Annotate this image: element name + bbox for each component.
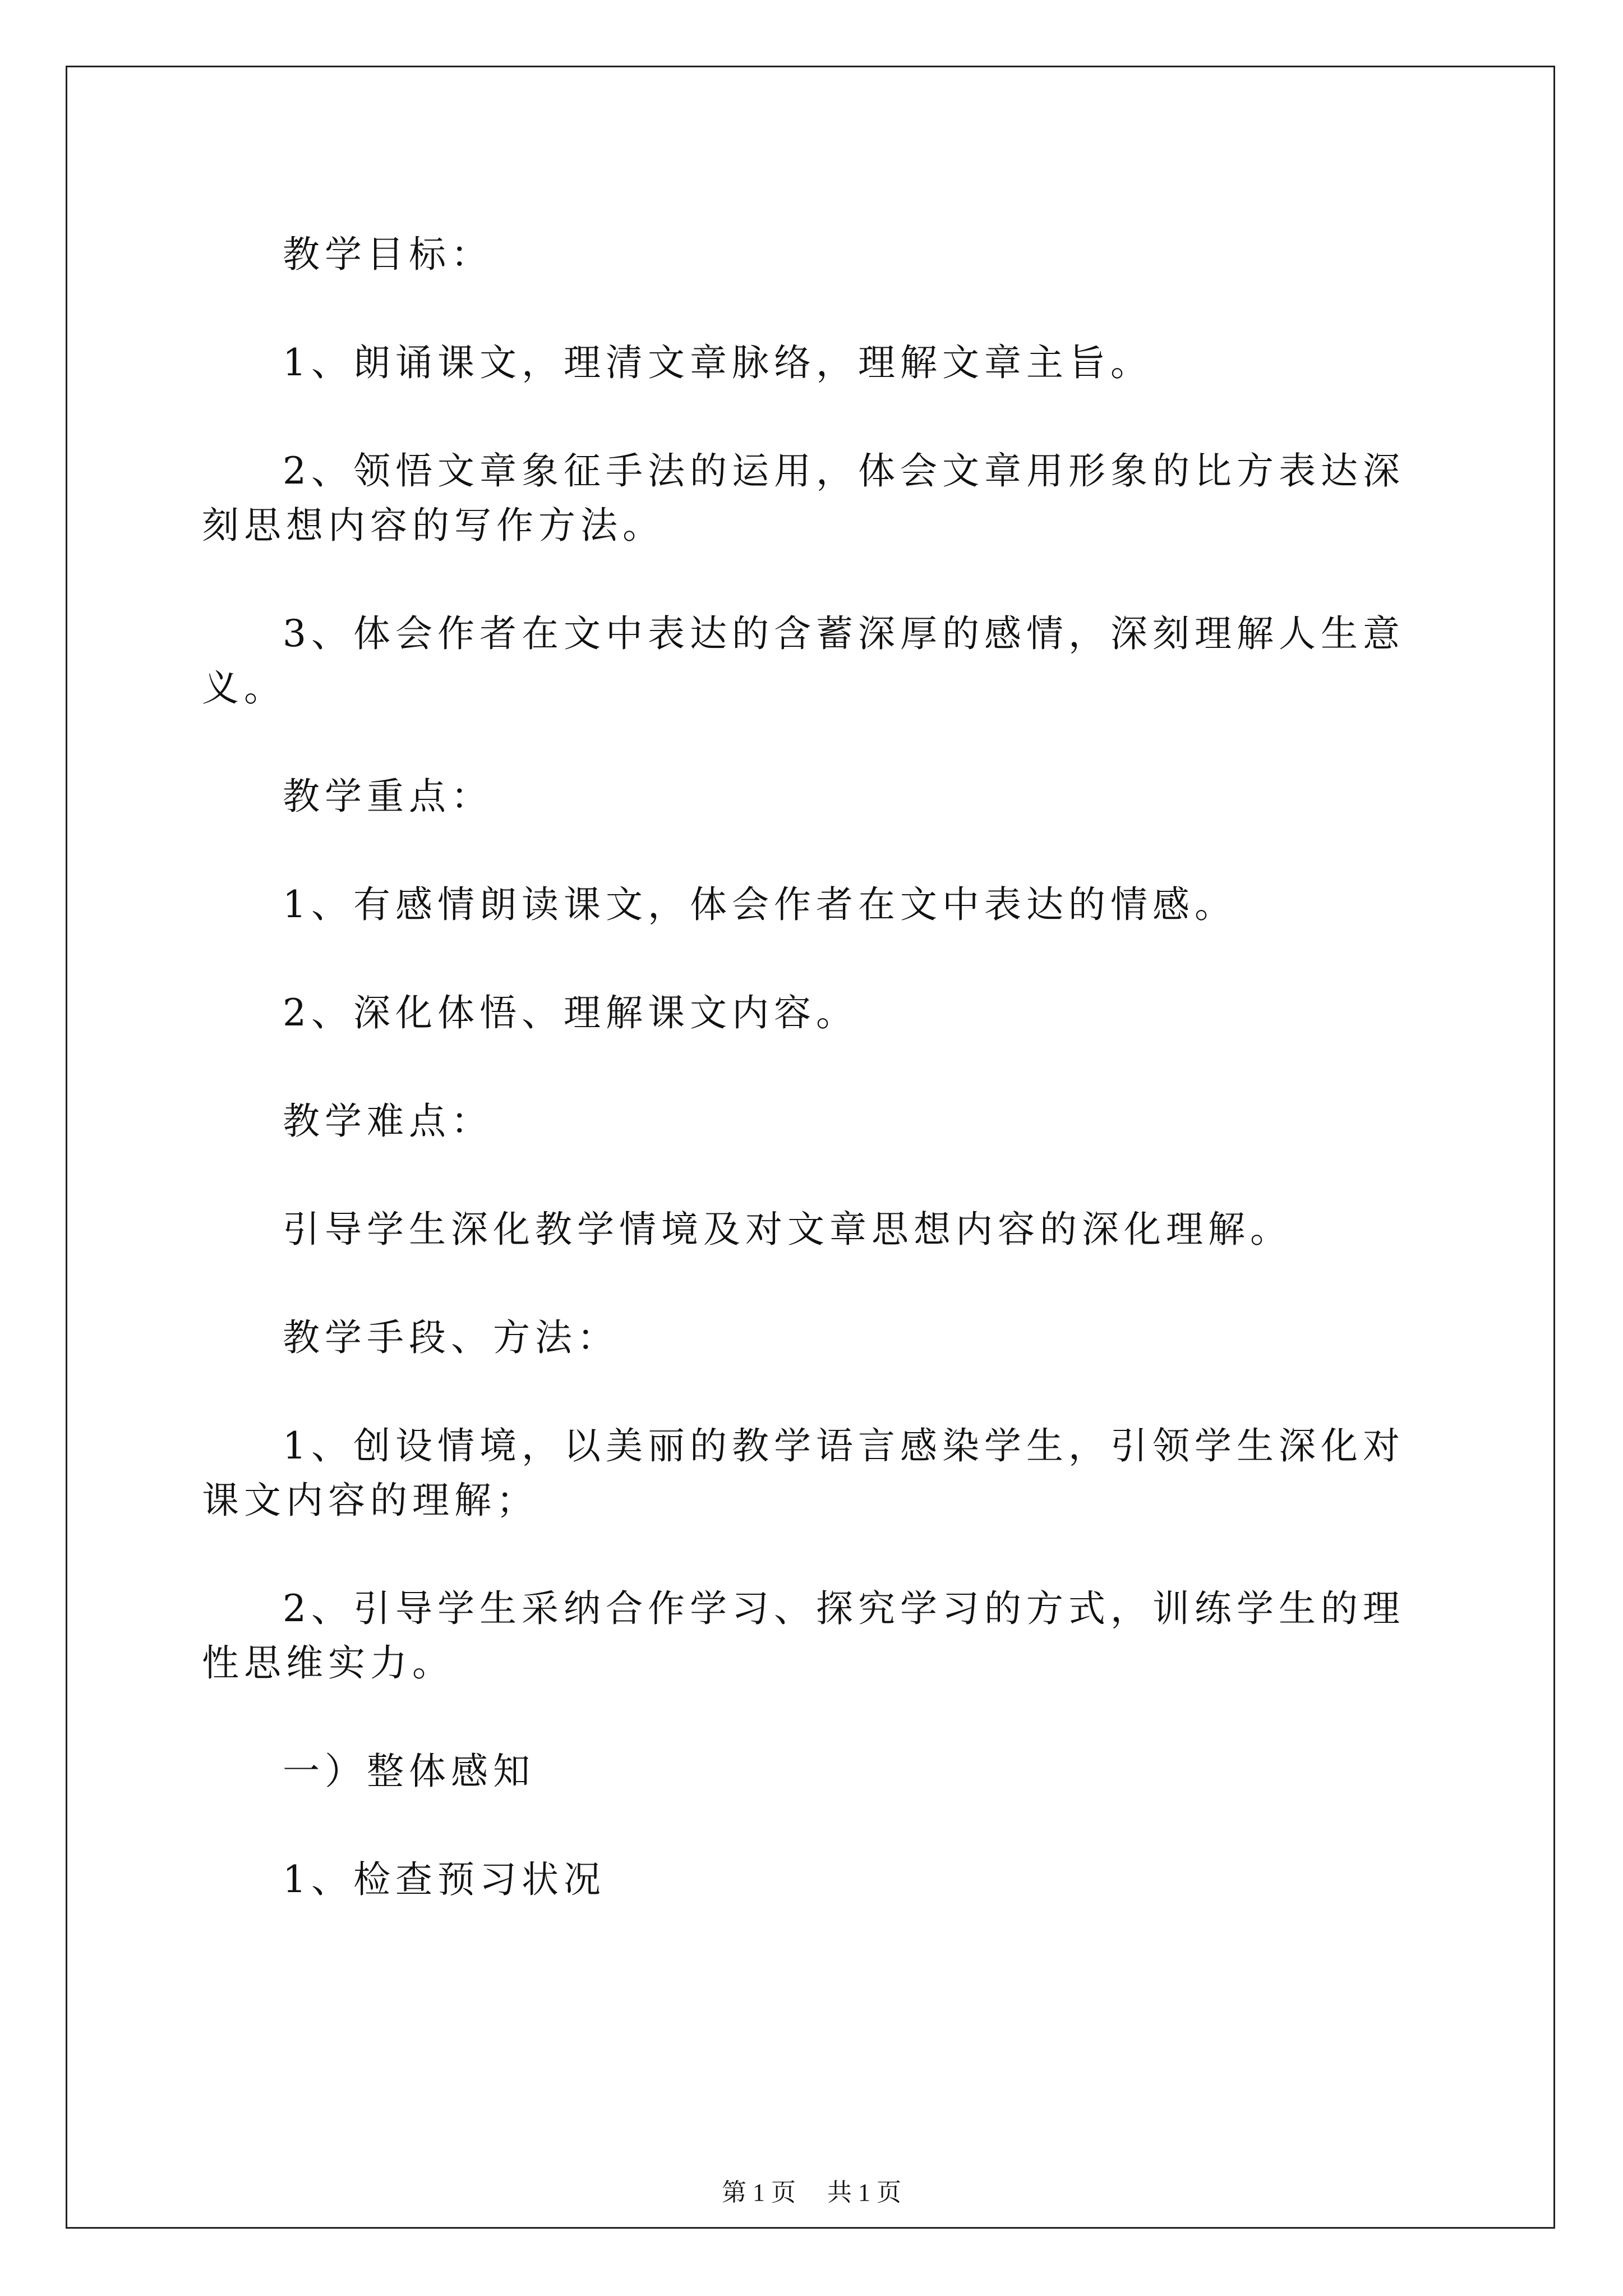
key-point-item-1: 1、有感情朗读课文，体会作者在文中表达的情感。 bbox=[283, 883, 1237, 926]
document-body bbox=[202, 227, 1424, 1961]
difficulty-item: 引导学生深化教学情境及对文章思想内容的深化理解。 bbox=[283, 1208, 1292, 1251]
heading-methods: 教学手段、方法： bbox=[283, 1316, 619, 1359]
heading-key-points: 教学重点： bbox=[283, 775, 493, 818]
method-item-2: 2、引导学生采纳合作学习、探究学习的方式，训练学生的理性思维实力。 bbox=[202, 1587, 1405, 1685]
page-footer bbox=[0, 2172, 1623, 2208]
goal-item-2: 2、领悟文章象征手法的运用，体会文章用形象的比方表达深刻思想内容的写作方法。 bbox=[202, 449, 1405, 547]
goal-item-3: 3、体会作者在文中表达的含蓄深厚的感情，深刻理解人生意义。 bbox=[202, 612, 1405, 710]
heading-teaching-goals: 教学目标： bbox=[283, 233, 493, 276]
method-item-1: 1、创设情境，以美丽的教学语言感染学生，引领学生深化对课文内容的理解； bbox=[202, 1424, 1405, 1522]
page-total: 共 1 页 bbox=[827, 2179, 901, 2206]
heading-difficulties: 教学难点： bbox=[283, 1099, 493, 1143]
section-overall-perception: 一）整体感知 bbox=[283, 1750, 535, 1793]
page-number: 第 1 页 bbox=[722, 2179, 796, 2206]
key-point-item-2: 2、深化体悟、理解课文内容。 bbox=[283, 991, 858, 1034]
section-item-check-preview: 1、检查预习状况 bbox=[283, 1858, 606, 1901]
goal-item-1: 1、朗诵课文，理清文章脉络，理解文章主旨。 bbox=[283, 341, 1152, 384]
